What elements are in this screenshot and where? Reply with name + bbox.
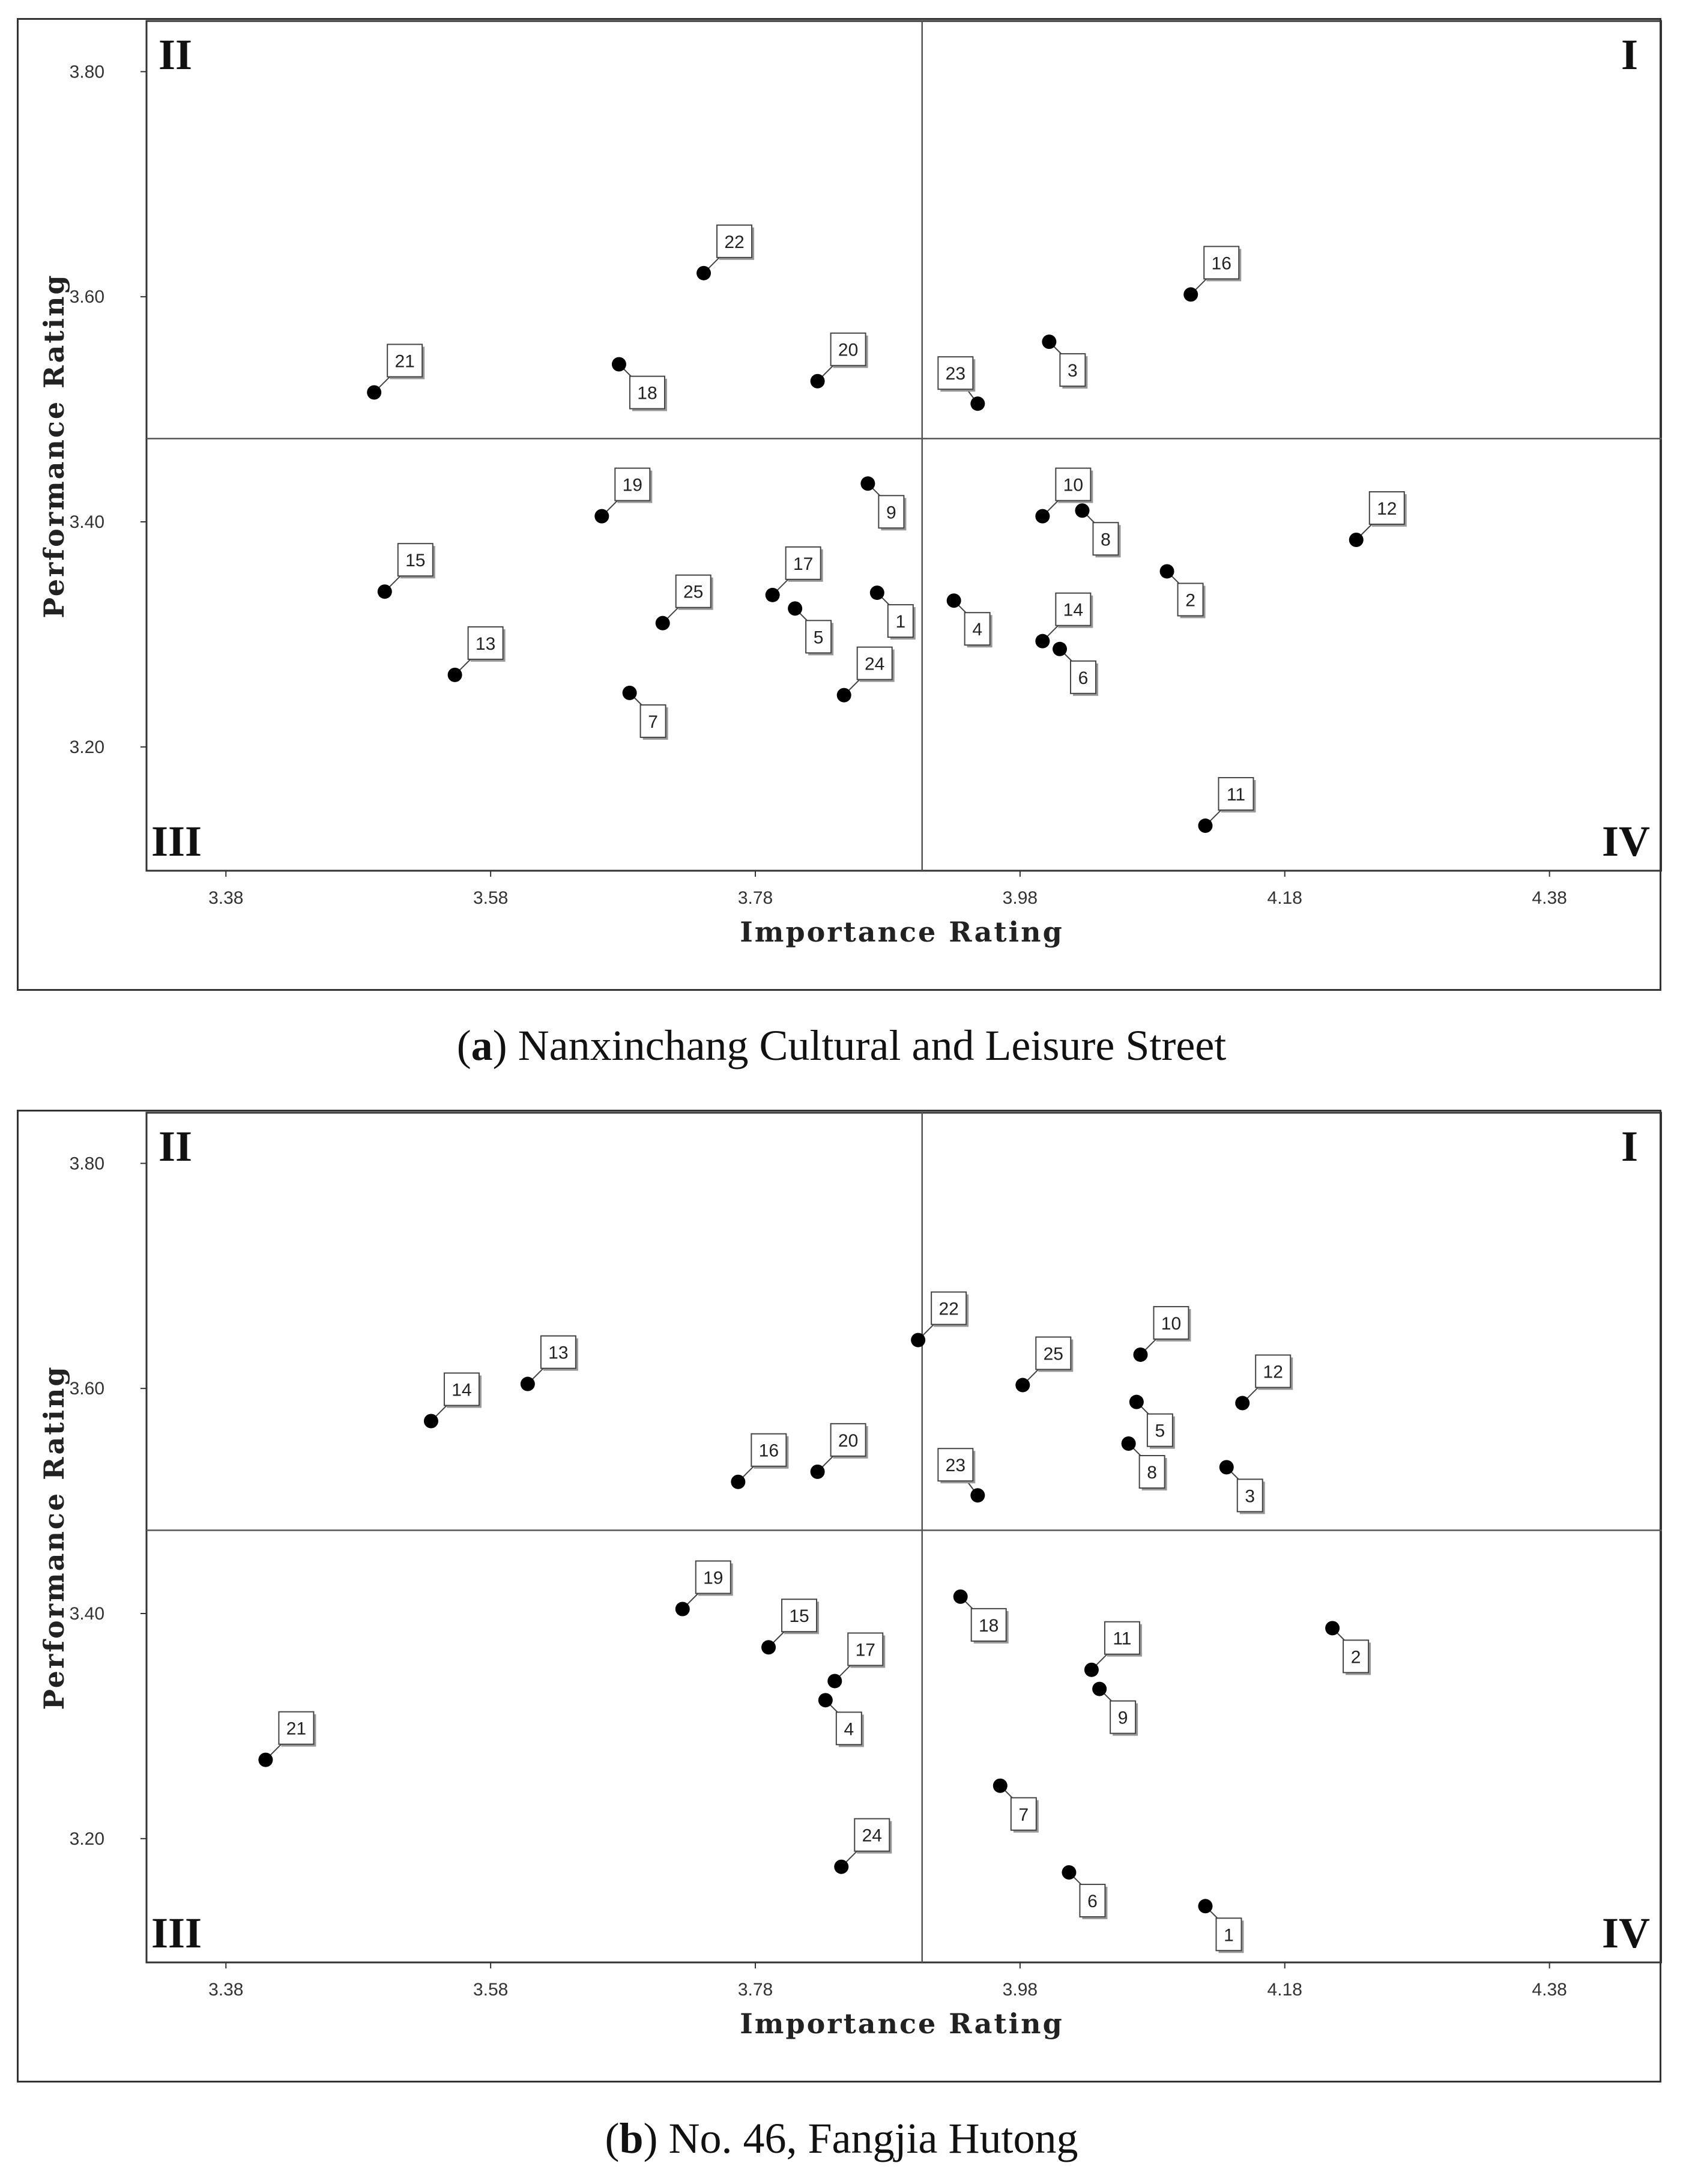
point-label: 20 [838, 1430, 859, 1451]
point-label: 19 [622, 475, 642, 495]
data-point [1122, 1436, 1136, 1451]
y-tick-label: 3.20 [69, 737, 104, 757]
x-axis-label: Importance Rating [740, 2007, 1064, 2040]
data-point [612, 357, 626, 372]
point-label: 2 [1350, 1647, 1361, 1668]
data-point [811, 1465, 825, 1479]
data-point [1015, 1378, 1030, 1393]
point-label: 1 [895, 612, 906, 632]
data-point [1235, 1396, 1249, 1411]
data-point [1349, 533, 1364, 547]
data-point [594, 509, 609, 524]
data-point [911, 1333, 925, 1348]
data-point [1053, 642, 1067, 656]
point-label: 5 [1155, 1421, 1165, 1441]
data-point [424, 1414, 438, 1429]
x-tick-label: 3.98 [1002, 1980, 1038, 2000]
point-label: 22 [724, 232, 745, 252]
point-label: 3 [1245, 1486, 1255, 1507]
data-point [675, 1602, 690, 1617]
data-point [1133, 1348, 1147, 1362]
data-point [1092, 1682, 1107, 1696]
point-label: 16 [1211, 253, 1231, 274]
point-label: 24 [865, 654, 885, 674]
point-label: 8 [1147, 1463, 1157, 1483]
data-point [623, 686, 637, 700]
y-axis-label: Performance Rating [38, 273, 70, 619]
point-label: 9 [886, 503, 896, 523]
data-point [696, 266, 711, 280]
x-tick-label: 4.18 [1267, 1980, 1302, 2000]
point-label: 19 [703, 1568, 724, 1588]
point-label: 21 [394, 351, 415, 372]
caption-b-letter: b [619, 2114, 644, 2162]
point-label: 3 [1068, 361, 1078, 381]
y-tick-label: 3.20 [69, 1829, 104, 1849]
point-label: 5 [813, 628, 824, 648]
x-tick-label: 3.78 [737, 1980, 773, 2000]
chart-a-svg [17, 18, 1662, 991]
y-tick-label: 3.80 [69, 1154, 104, 1174]
point-label: 14 [452, 1380, 472, 1400]
quadrant-label: I [1621, 31, 1638, 79]
quadrant-label: II [159, 31, 193, 79]
x-tick-label: 4.38 [1532, 1980, 1567, 2000]
point-label: 17 [855, 1640, 875, 1660]
caption-b-text: No. 46, Fangjia Hutong [668, 2114, 1078, 2162]
data-point [1198, 818, 1212, 833]
point-label: 20 [838, 340, 859, 360]
x-axis-label: Importance Rating [740, 916, 1064, 948]
data-point [837, 688, 851, 703]
point-label: 6 [1078, 668, 1089, 688]
caption-a-text: Nanxinchang Cultural and Leisure Street [518, 1021, 1227, 1069]
x-tick-label: 4.18 [1267, 888, 1302, 908]
outer-frame [18, 19, 1661, 990]
x-tick-label: 3.58 [473, 1980, 509, 2000]
point-label: 13 [548, 1343, 569, 1363]
data-point [993, 1779, 1008, 1793]
data-point [448, 668, 462, 682]
point-label: 18 [978, 1615, 999, 1636]
x-tick-label: 3.78 [737, 888, 773, 908]
data-point [811, 374, 825, 389]
quadrant-label: IV [1601, 1909, 1650, 1957]
x-tick-label: 4.38 [1532, 888, 1567, 908]
point-label: 12 [1263, 1362, 1283, 1382]
data-point [970, 396, 985, 411]
data-point [1160, 564, 1174, 578]
quadrant-label: II [159, 1122, 193, 1170]
data-point [827, 1674, 842, 1688]
data-point [731, 1475, 745, 1489]
point-label: 17 [793, 554, 814, 574]
x-tick-label: 3.58 [473, 888, 509, 908]
data-point [947, 593, 961, 608]
point-label: 13 [475, 634, 496, 654]
point-label: 15 [789, 1606, 809, 1627]
point-label: 4 [972, 620, 983, 640]
data-point [656, 616, 670, 631]
data-point [818, 1693, 833, 1707]
data-point [521, 1377, 535, 1391]
x-tick-label: 3.98 [1002, 888, 1038, 908]
chart-panel-b [17, 1110, 1662, 2083]
point-label: 18 [637, 383, 657, 404]
data-point [1084, 1663, 1099, 1677]
chart-b-svg [17, 1110, 1662, 2083]
data-point [1325, 1621, 1340, 1635]
point-label: 9 [1117, 1708, 1128, 1728]
data-point [953, 1590, 968, 1604]
point-label: 8 [1101, 530, 1111, 550]
point-label: 7 [648, 712, 658, 732]
point-label: 11 [1113, 1629, 1132, 1649]
point-label: 14 [1063, 600, 1084, 620]
data-point [1035, 634, 1050, 649]
y-axis-label: Performance Rating [38, 1365, 70, 1710]
point-label: 23 [945, 1456, 966, 1476]
data-point [1075, 503, 1089, 518]
data-point [1062, 1865, 1076, 1880]
data-point [970, 1488, 985, 1502]
point-label: 16 [758, 1441, 779, 1461]
data-point [834, 1860, 848, 1874]
data-point [761, 1640, 776, 1654]
quadrant-label: I [1621, 1122, 1638, 1170]
data-point [1183, 287, 1198, 301]
y-tick-label: 3.40 [69, 512, 104, 533]
point-label: 2 [1185, 590, 1195, 611]
point-label: 11 [1226, 785, 1246, 805]
caption-b: (b) No. 46, Fangjia Hutong [605, 2114, 1078, 2162]
point-label: 23 [945, 364, 966, 384]
point-label: 15 [405, 551, 426, 571]
data-point [1035, 509, 1050, 524]
point-label: 1 [1224, 1925, 1234, 1946]
point-label: 6 [1087, 1892, 1098, 1912]
y-tick-label: 3.40 [69, 1604, 104, 1624]
point-label: 10 [1161, 1313, 1182, 1334]
chart-panel-a [17, 18, 1662, 991]
y-tick-label: 3.80 [69, 62, 104, 82]
point-label: 4 [844, 1719, 854, 1740]
point-label: 25 [683, 582, 704, 602]
caption-a: (a) Nanxinchang Cultural and Leisure Street [456, 1021, 1227, 1069]
quadrant-label: III [151, 817, 202, 865]
data-point [367, 385, 381, 399]
data-point [258, 1753, 273, 1767]
data-point [1129, 1395, 1144, 1409]
point-label: 24 [862, 1826, 882, 1846]
data-point [1219, 1460, 1234, 1474]
data-point [378, 584, 392, 599]
data-point [870, 585, 884, 600]
y-tick-label: 3.60 [69, 1379, 104, 1399]
caption-a-letter: a [471, 1021, 493, 1069]
data-point [1042, 334, 1056, 349]
quadrant-label: III [151, 1909, 202, 1957]
data-point [766, 588, 780, 602]
point-label: 25 [1043, 1344, 1063, 1364]
data-point [1198, 1899, 1212, 1913]
x-tick-label: 3.38 [208, 1980, 244, 2000]
data-point [788, 601, 802, 616]
outer-frame [18, 1111, 1661, 2082]
x-tick-label: 3.38 [208, 888, 244, 908]
y-tick-label: 3.60 [69, 287, 104, 307]
point-label: 21 [286, 1719, 307, 1739]
point-label: 22 [938, 1299, 959, 1319]
data-point [860, 476, 875, 491]
point-label: 10 [1063, 475, 1084, 495]
point-label: 12 [1377, 498, 1397, 519]
point-label: 7 [1018, 1804, 1029, 1825]
quadrant-label: IV [1601, 817, 1650, 865]
